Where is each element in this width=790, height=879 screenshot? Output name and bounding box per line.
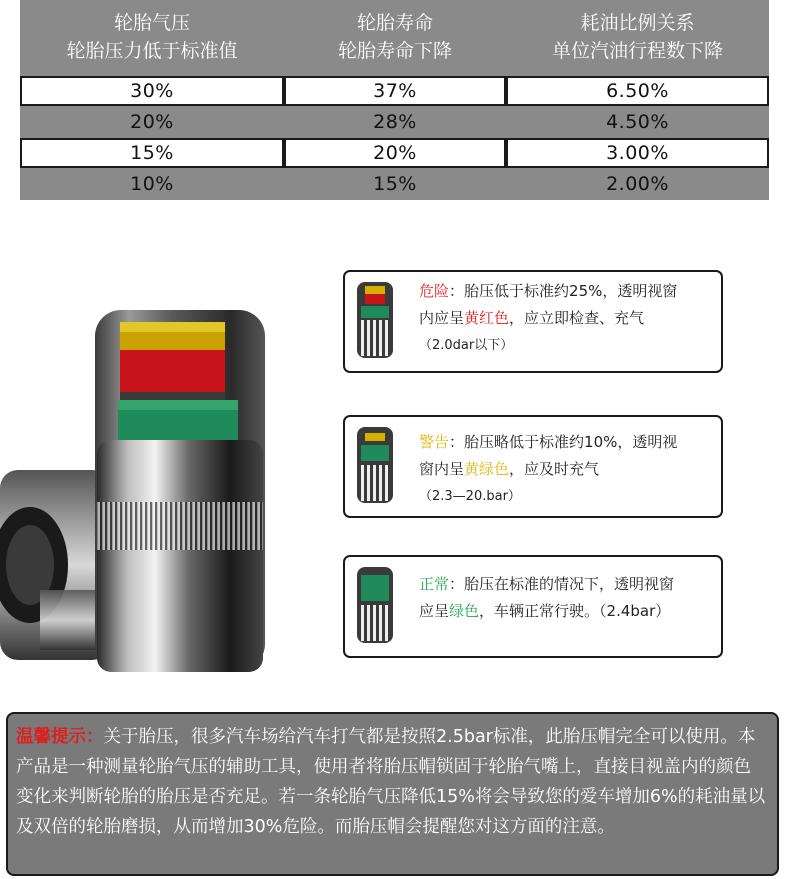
label-colon: ：: [449, 575, 465, 593]
color-word: 绿色: [449, 602, 480, 620]
table-cell: 3.00%: [506, 138, 769, 168]
table-cell: 28%: [373, 111, 417, 133]
card-text: [419, 429, 715, 510]
header-subtitle: 轮胎压力低于标准值: [66, 40, 238, 62]
card-description: ，车辆正常行驶。（2.4bar）: [479, 602, 671, 620]
card-description: 窗内呈: [419, 460, 465, 478]
card-description: ，应立即检查、充气: [509, 309, 645, 327]
table-row: [20, 76, 769, 106]
cap-body: [95, 310, 265, 672]
comparison-table: [20, 0, 769, 200]
card-text: [419, 571, 715, 625]
status-card-normal: [343, 555, 723, 658]
table-row: [20, 107, 769, 137]
normal-cap-icon: [353, 565, 397, 645]
card-line: [419, 278, 715, 305]
table-cell: 2.00%: [606, 173, 669, 195]
header-cell-tire-life: [284, 0, 506, 74]
header-cell-fuel: [506, 0, 769, 74]
danger-cap-icon: [353, 280, 397, 360]
status-card-danger: [343, 270, 723, 373]
table-row: [20, 138, 769, 168]
table-row: [20, 169, 769, 199]
card-description: ，应及时充气: [509, 460, 600, 478]
adapter-shape: [0, 470, 110, 660]
warm-tip-box: [6, 712, 779, 876]
color-word: 黄红色: [464, 309, 510, 327]
header-subtitle: 轮胎寿命下降: [337, 40, 452, 62]
header-title: 轮胎气压: [113, 12, 190, 34]
table-header: [20, 0, 769, 74]
card-line: [419, 571, 715, 598]
tip-header: 温馨提示：: [16, 727, 104, 747]
header-title: 轮胎寿命: [356, 12, 433, 34]
card-line: [419, 429, 715, 456]
warning-cap-icon: [353, 425, 397, 505]
table-cell: 4.50%: [606, 111, 669, 133]
header-subtitle: 单位汽油行程数下降: [551, 40, 723, 62]
label-colon: ：: [449, 282, 465, 300]
card-line: [419, 456, 715, 483]
label-colon: ：: [449, 433, 465, 451]
header-title: 耗油比例关系: [580, 12, 695, 34]
card-line: [419, 598, 715, 625]
card-line: [419, 305, 715, 332]
table-cell: 15%: [373, 173, 417, 195]
pressure-range: （2.0dar以下）: [419, 338, 514, 353]
table-cell: 20%: [130, 111, 174, 133]
status-label: 正常: [419, 575, 450, 593]
card-text: [419, 278, 715, 359]
table-cell: 20%: [284, 138, 506, 168]
card-description: 胎压低于标准约25%，透明视窗: [464, 282, 678, 300]
header-cell-pressure: [20, 0, 284, 74]
valve-cap-product-image: [0, 290, 300, 685]
color-word: 黄绿色: [464, 460, 510, 478]
table-cell: 6.50%: [506, 76, 769, 106]
tip-body: 关于胎压，很多汽车场给汽车打气都是按照2.5bar标准，此胎压帽完全可以使用。本产品是一种测量轮胎气压的辅助工具，使用者将胎压帽锁固于轮胎气嘴上，直接目视盖内的颜色变化来判断轮胎的胎压是否充足。若一条轮胎气压降低15%将会导致您的爱车增加6%的耗油量以及双倍的轮胎磨损，从而增加30%危险。而胎压帽会提醒您对这方面的注意。: [16, 727, 766, 837]
status-card-warning: [343, 415, 723, 518]
pressure-range: （2.3—20.bar）: [419, 489, 521, 504]
status-label: 警告: [419, 433, 450, 451]
card-description: 胎压在标准的情况下，透明视窗: [464, 575, 675, 593]
table-cell: 30%: [20, 76, 284, 106]
card-description: 胎压略低于标准约10%，透明视: [464, 433, 678, 451]
card-description: 应呈: [419, 602, 450, 620]
status-label: 危险: [419, 282, 450, 300]
card-description: 内应呈: [419, 309, 465, 327]
table-cell: 10%: [130, 173, 174, 195]
table-cell: 37%: [284, 76, 506, 106]
table-cell: 15%: [20, 138, 284, 168]
